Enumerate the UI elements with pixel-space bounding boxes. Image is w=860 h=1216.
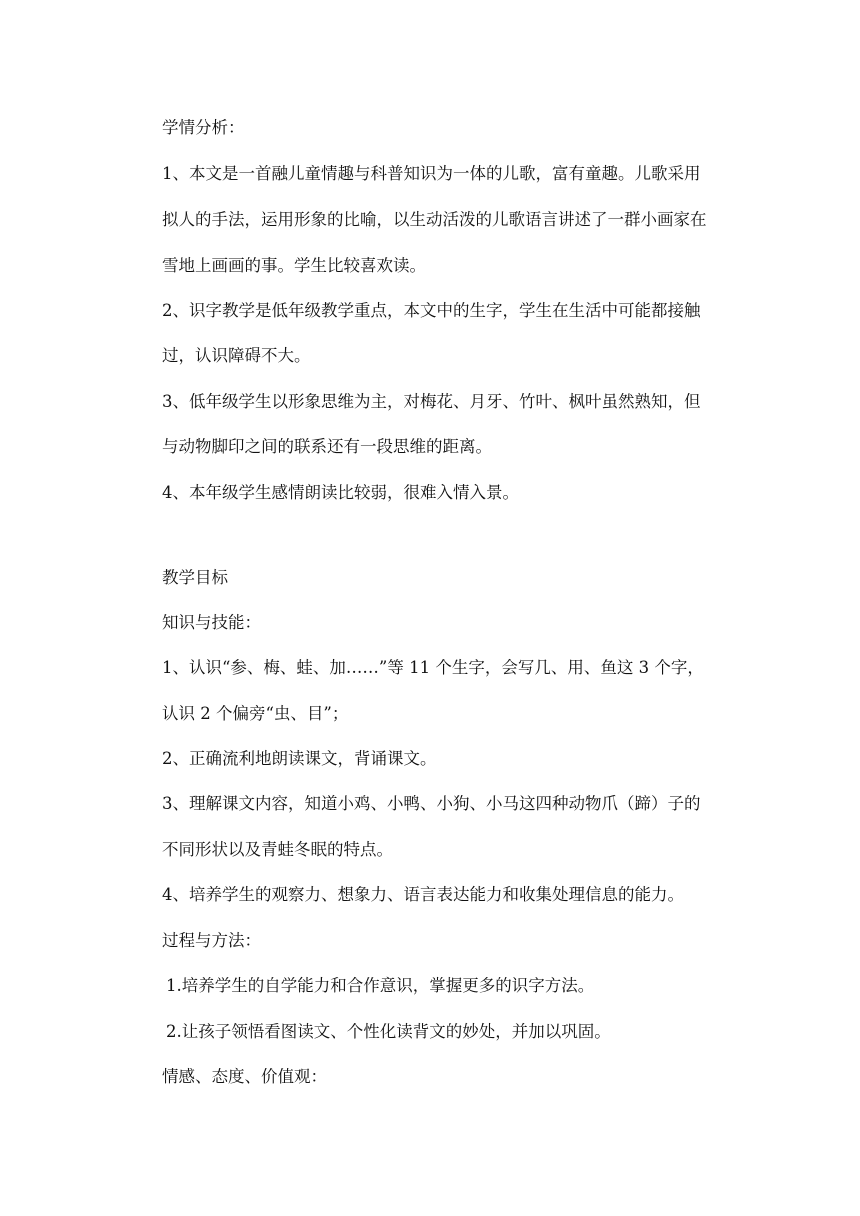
paragraph-line: 2、正确流利地朗读课文，背诵课文。 [162, 749, 437, 768]
section-heading-objectives: 教学目标 [162, 568, 228, 587]
paragraph-line: 4、本年级学生感情朗读比较弱，很难入情入景。 [162, 483, 519, 502]
subheading-emotion-attitude-values: 情感、态度、价值观： [162, 1067, 327, 1086]
paragraph-line: 1、本文是一首融儿童情趣与科普知识为一体的儿歌，富有童趣。儿歌采用 [162, 164, 701, 183]
paragraph-line: 雪地上画画的事。学生比较喜欢读。 [162, 256, 426, 275]
paragraph-line: 3、理解课文内容，知道小鸡、小鸭、小狗、小马这四种动物爪（蹄）子的 [162, 794, 701, 813]
paragraph-line: 认识 2 个偏旁“虫、目”； [162, 704, 349, 723]
paragraph-line: 拟人的手法，运用形象的比喻，以生动活泼的儿歌语言讲述了一群小画家在 [162, 210, 707, 229]
paragraph-line: 与动物脚印之间的联系还有一段思维的距离。 [162, 437, 492, 456]
paragraph-line: 1、认识“参、梅、蛙、加……”等 11 个生字，会写几、用、鱼这 3 个字， [162, 658, 704, 677]
paragraph-line: 不同形状以及青蛙冬眠的特点。 [162, 840, 393, 859]
paragraph-line: 2、识字教学是低年级教学重点，本文中的生字，学生在生活中可能都接触 [162, 301, 701, 320]
section-heading-analysis: 学情分析： [162, 118, 245, 137]
subheading-knowledge-skills: 知识与技能： [162, 613, 261, 632]
subheading-process-methods: 过程与方法： [162, 931, 261, 950]
paragraph-line: 过，认识障碍不大。 [162, 346, 311, 365]
paragraph-line: 4、培养学生的观察力、想象力、语言表达能力和收集处理信息的能力。 [162, 885, 684, 904]
paragraph-line: 2.让孩子领悟看图读文、个性化读背文的妙处，并加以巩固。 [166, 1022, 611, 1041]
paragraph-line: 1.培养学生的自学能力和合作意识，掌握更多的识字方法。 [166, 976, 595, 995]
paragraph-line: 3、低年级学生以形象思维为主，对梅花、月牙、竹叶、枫叶虽然熟知，但 [162, 392, 701, 411]
